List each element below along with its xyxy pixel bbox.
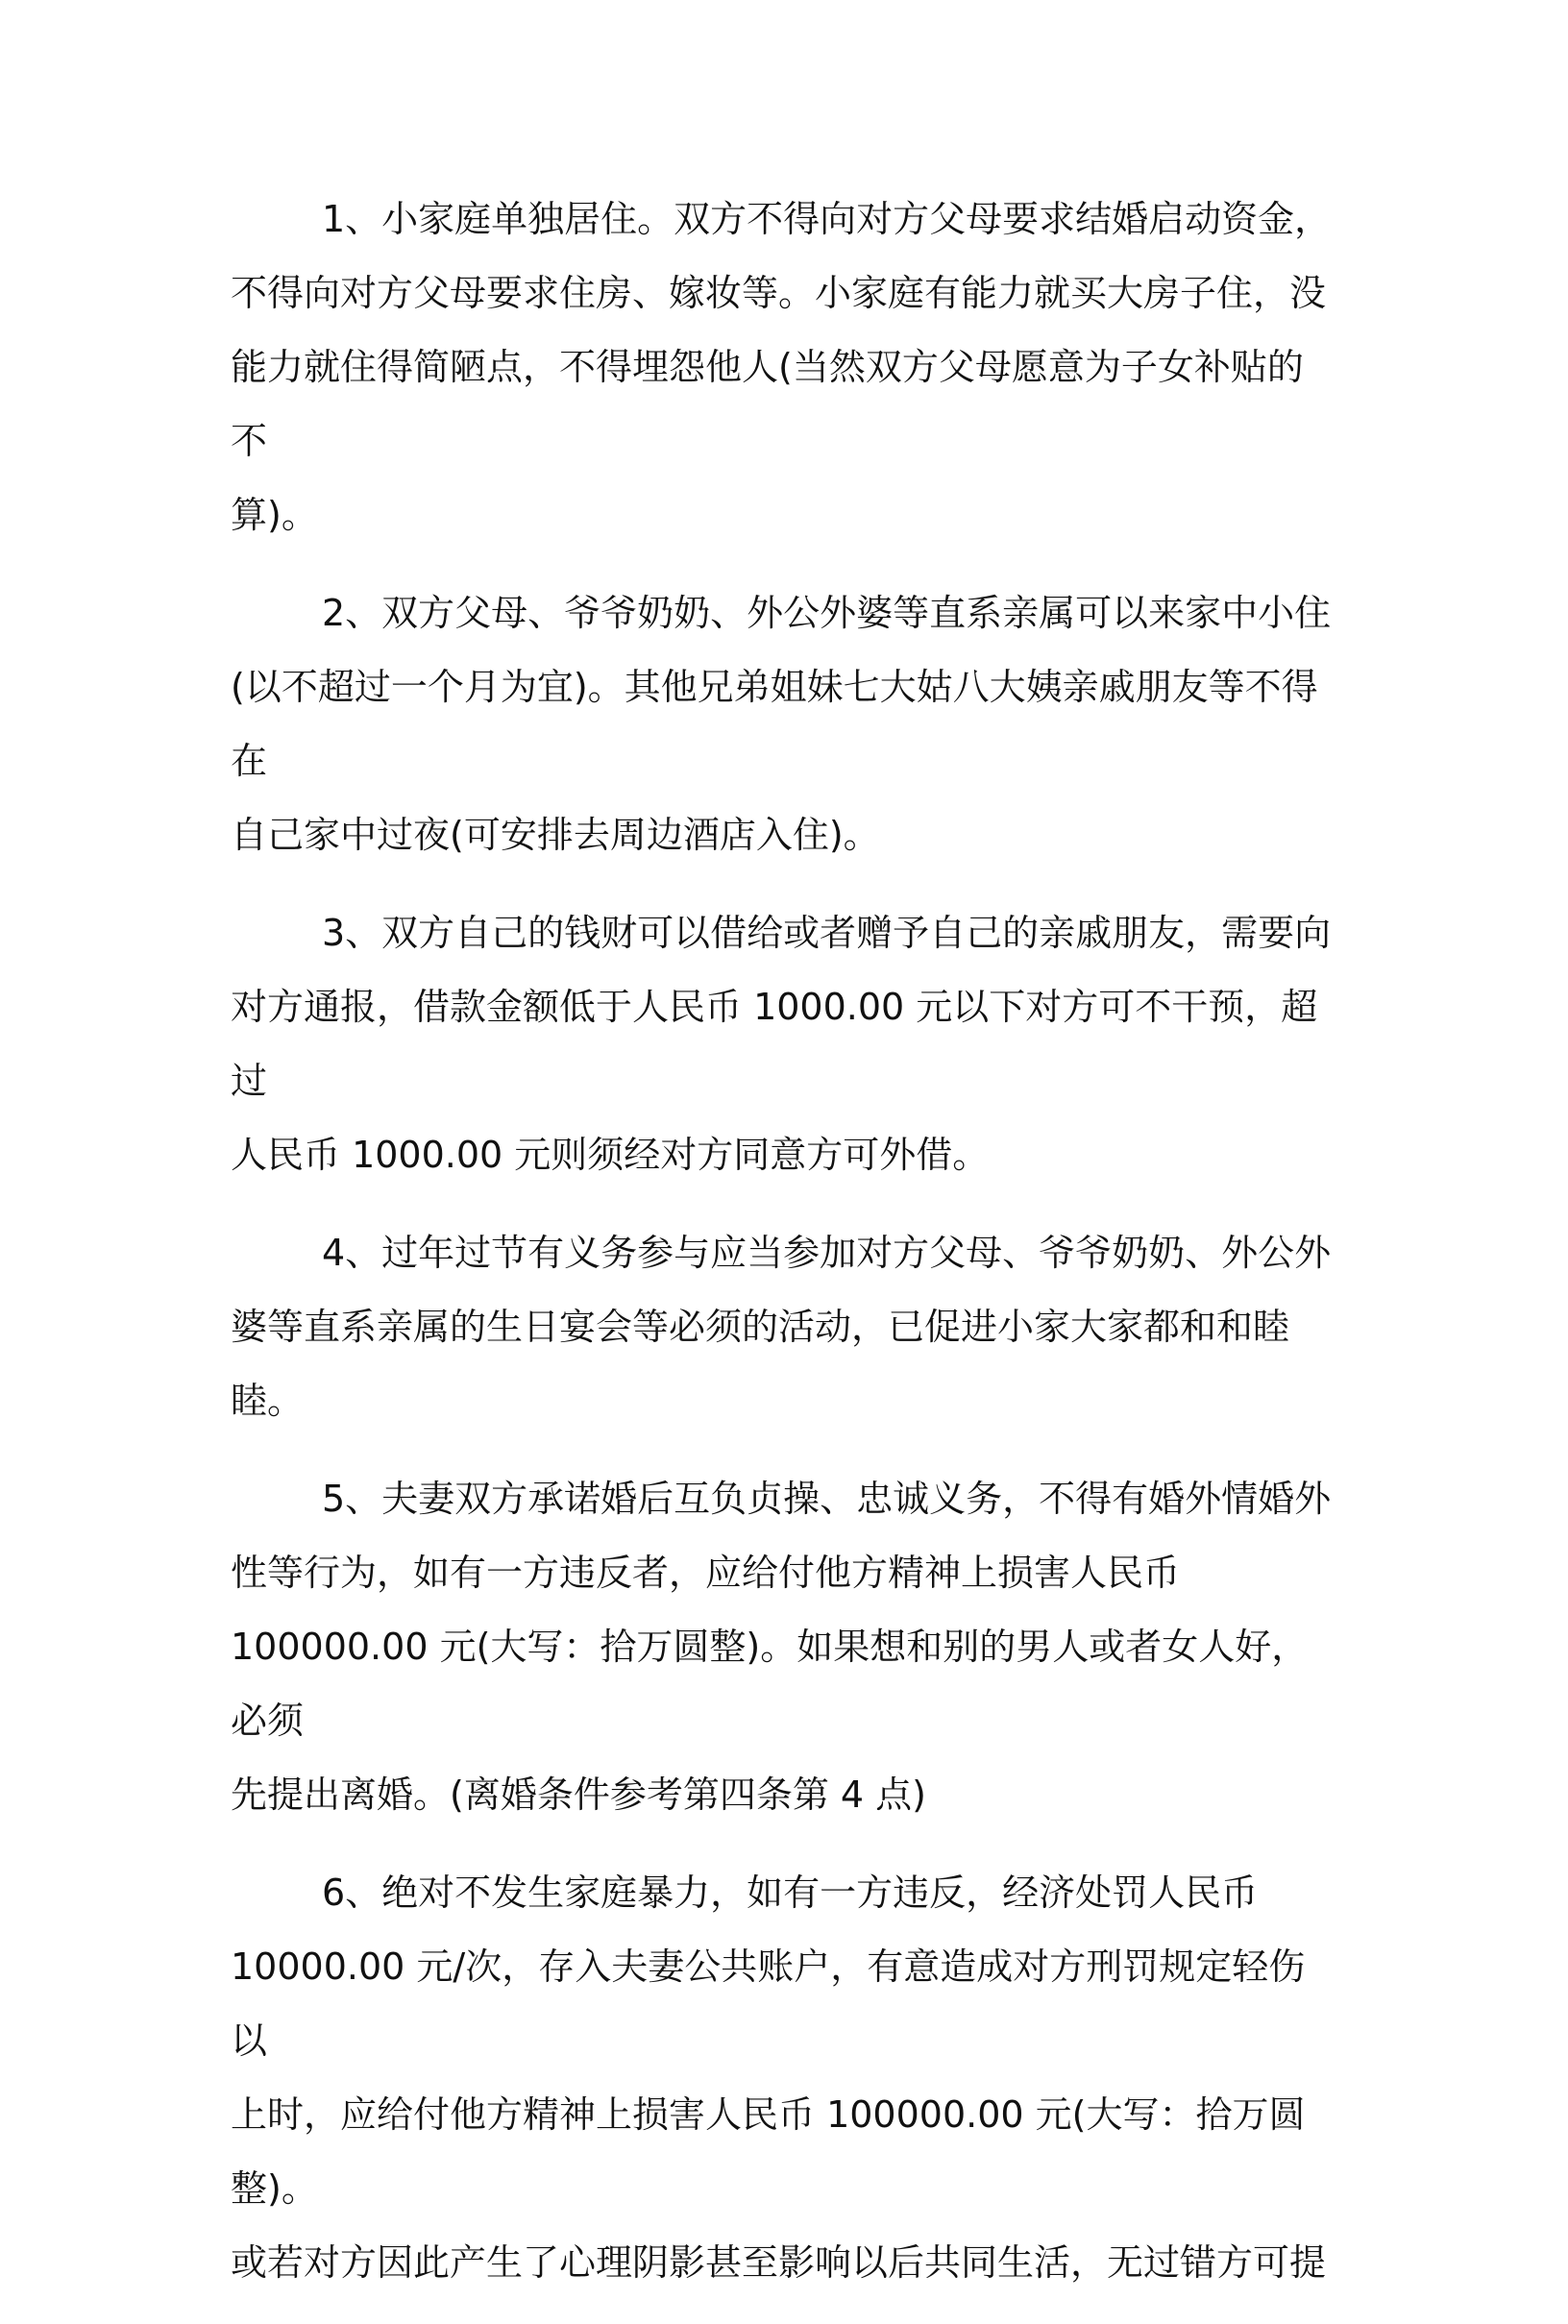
clause-5-paragraph: 5、夫妻双方承诺婚后互负贞操、忠诚义务，不得有婚外情婚外 性等行为，如有一方违反者，应给付他方精神上损害人民币 100000.00 元(大写：拾万圆整)。如果想和别的男人或者女人好，必须 先提出离婚。(离婚条件参考第四条第 4 点)	[231, 1478, 1332, 1816]
document-page	[231, 183, 1335, 2324]
clause-1-paragraph: 1、小家庭单独居住。双方不得向对方父母要求结婚启动资金， 不得向对方父母要求住房、嫁妆等。小家庭有能力就买大房子住，没 能力就住得简陋点，不得埋怨他人(当然双方父母愿意为子女补贴的不 算)。	[231, 198, 1332, 536]
clause-3-paragraph: 3、双方自己的钱财可以借给或者赠予自己的亲戚朋友，需要向 对方通报，借款金额低于人民币 1000.00 元以下对方可不干预，超过 人民币 1000.00 元则须经对方同意方可外借。	[231, 912, 1332, 1176]
clause-6-paragraph: 6、绝对不发生家庭暴力，如有一方违反，经济处罚人民币 10000.00 元/次，存入夫妻公共账户，有意造成对方刑罚规定轻伤以 上时，应给付他方精神上损害人民币 100000.00 元(大写：拾万圆整)。 或若对方因此产生了心理阴影甚至影响以后共同生活，无过错方可提	[231, 1871, 1327, 2284]
clause-2-paragraph: 2、双方父母、爷爷奶奶、外公外婆等直系亲属可以来家中小住 (以不超过一个月为宜)。其他兄弟姐妹七大姑八大姨亲戚朋友等不得在 自己家中过夜(可安排去周边酒店入住)。	[231, 592, 1332, 856]
clause-4-paragraph: 4、过年过节有义务参与应当参加对方父母、爷爷奶奶、外公外 婆等直系亲属的生日宴会等必须的活动，已促进小家大家都和和睦睦。	[231, 1232, 1332, 1422]
